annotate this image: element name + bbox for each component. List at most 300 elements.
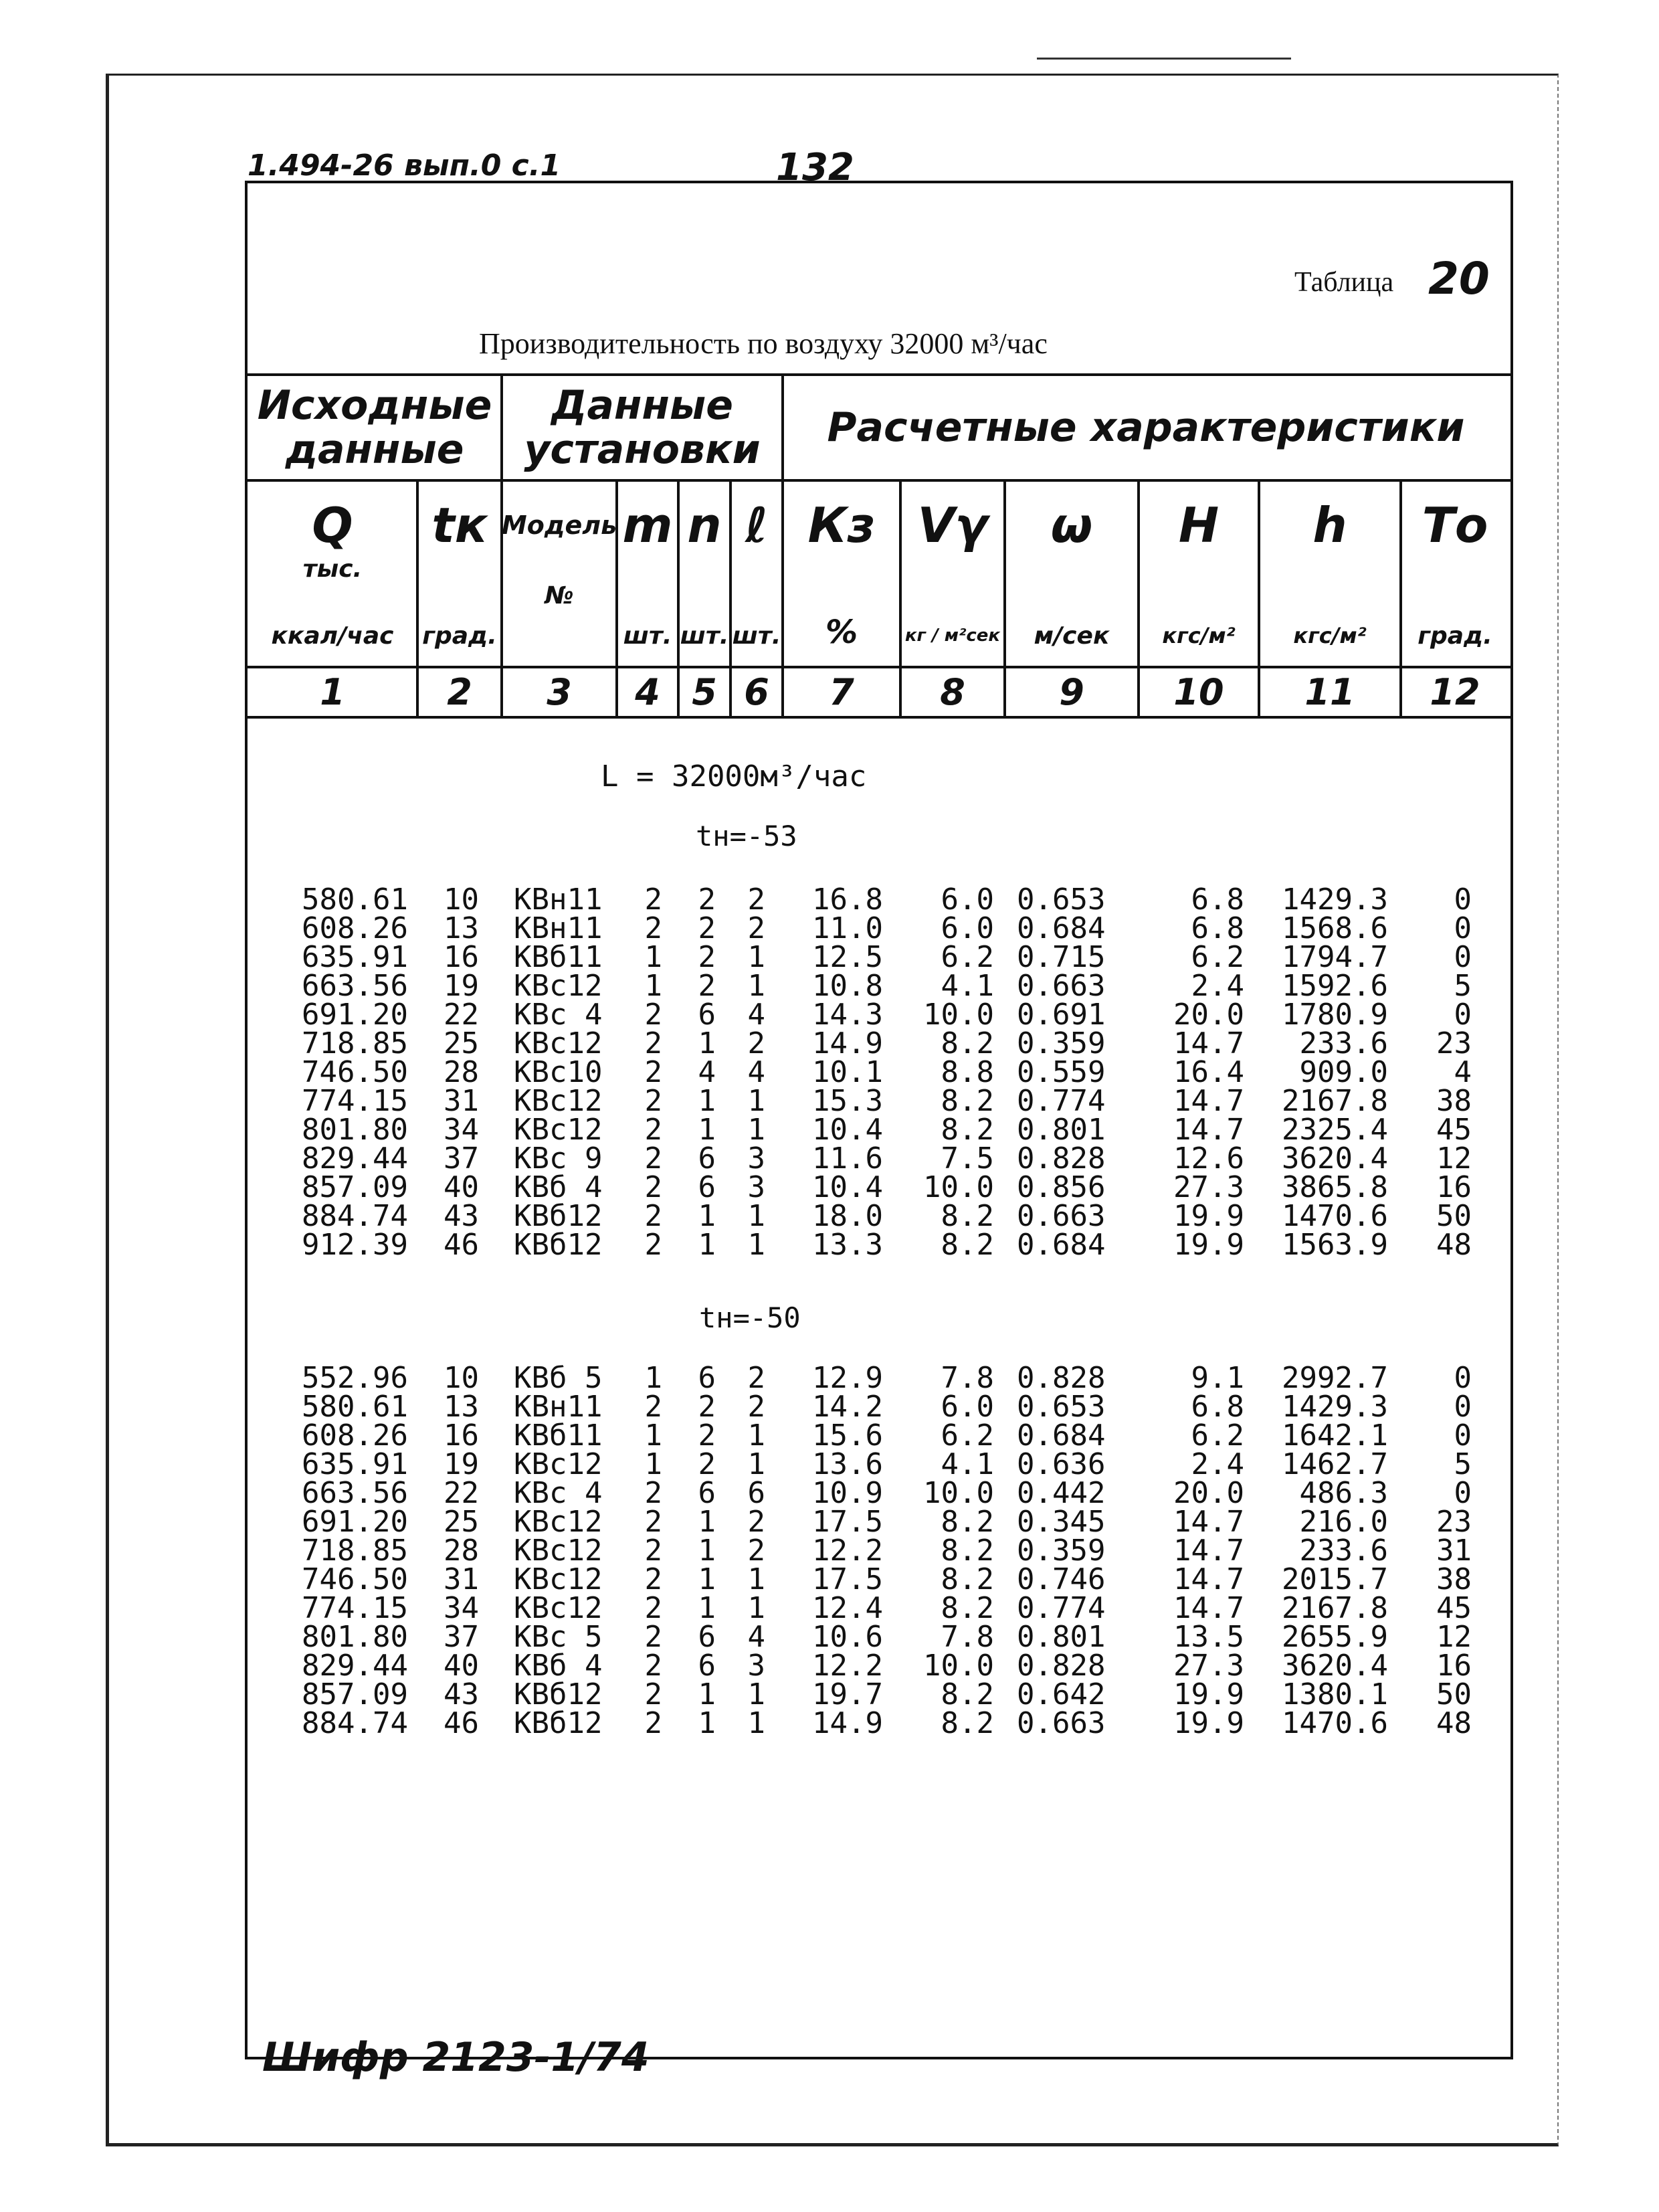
table-cell-col-6: 1 <box>747 1447 765 1481</box>
col-unit-omega: м/сек <box>1034 622 1110 650</box>
table-cell-col-4: 1 <box>644 1418 662 1453</box>
col-header-m: m <box>622 497 673 553</box>
table-cell-col-3: КВн11 <box>514 911 603 945</box>
table-cell-col-8: 6.0 <box>941 883 994 917</box>
scan-artifact-line <box>1037 58 1291 60</box>
table-cell-col-5: 2 <box>698 940 716 974</box>
table-cell-col-10: 27.3 <box>1173 1170 1244 1204</box>
table-cell-col-6: 3 <box>747 1141 765 1176</box>
table-cell-col-2: 13 <box>444 911 479 945</box>
table-cell-col-6: 1 <box>747 1418 765 1453</box>
col-unit-tk: град. <box>422 622 497 650</box>
table-cell-col-9: 0.801 <box>1017 1113 1106 1147</box>
table-cell-col-9: 0.828 <box>1017 1649 1106 1683</box>
table-cell-col-4: 2 <box>644 1055 662 1089</box>
table-cell-col-12: 0 <box>1454 1361 1472 1395</box>
table-cell-col-9: 0.653 <box>1017 1390 1106 1424</box>
table-row <box>0 911 1659 945</box>
table-cell-col-12: 12 <box>1436 1620 1472 1654</box>
table-cell-col-8: 8.2 <box>941 1706 994 1740</box>
table-cell-col-11: 909.0 <box>1299 1055 1388 1089</box>
table-cell-col-9: 0.359 <box>1017 1534 1106 1568</box>
table-cell-col-8: 6.2 <box>941 940 994 974</box>
table-cell-col-9: 0.345 <box>1017 1505 1106 1539</box>
table-label: Таблица <box>1294 267 1394 298</box>
table-cell-col-7: 12.2 <box>812 1649 883 1683</box>
col-sub-model: № <box>545 581 574 610</box>
table-cell-col-10: 12.6 <box>1173 1141 1244 1176</box>
table-cell-col-5: 1 <box>698 1677 716 1712</box>
table-cell-col-2: 43 <box>444 1677 479 1712</box>
table-cell-col-8: 4.1 <box>941 969 994 1003</box>
table-cell-col-11: 1429.3 <box>1282 883 1388 917</box>
table-cell-col-3: КВн11 <box>514 1390 603 1424</box>
table-cell-col-4: 1 <box>644 969 662 1003</box>
table-cell-col-8: 6.0 <box>941 1390 994 1424</box>
group-initial-data: Исходные данные <box>257 382 492 473</box>
table-cell-col-12: 0 <box>1454 883 1472 917</box>
table-cell-col-12: 45 <box>1436 1113 1472 1147</box>
table-cell-col-8: 7.8 <box>941 1620 994 1654</box>
table-cell-col-11: 1780.9 <box>1282 998 1388 1032</box>
table-cell-col-9: 0.691 <box>1017 998 1106 1032</box>
table-cell-col-11: 2167.8 <box>1282 1591 1388 1625</box>
table-cell-col-7: 10.8 <box>812 969 883 1003</box>
col-sub-q: тыс. <box>302 555 363 583</box>
table-cell-col-2: 19 <box>444 969 479 1003</box>
table-cell-col-4: 2 <box>644 1390 662 1424</box>
table-cell-col-6: 2 <box>747 911 765 945</box>
table-cell-col-6: 1 <box>747 1228 765 1262</box>
table-cell-col-6: 1 <box>747 969 765 1003</box>
table-cell-col-12: 16 <box>1436 1170 1472 1204</box>
table-cell-col-4: 1 <box>644 1361 662 1395</box>
table-cell-col-12: 23 <box>1436 1505 1472 1539</box>
table-cell-col-10: 14.7 <box>1173 1084 1244 1118</box>
table-row <box>0 1562 1659 1596</box>
table-cell-col-4: 2 <box>644 1228 662 1262</box>
table-cell-col-10: 6.2 <box>1191 940 1244 974</box>
table-cell-col-3: КВб11 <box>514 1418 603 1453</box>
table-cell-col-12: 16 <box>1436 1649 1472 1683</box>
table-cell-col-7: 10.1 <box>812 1055 883 1089</box>
table-cell-col-12: 5 <box>1454 1447 1472 1481</box>
table-cell-col-11: 1470.6 <box>1282 1706 1388 1740</box>
table-cell-col-1: 774.15 <box>302 1591 408 1625</box>
table-cell-col-11: 2992.7 <box>1282 1361 1388 1395</box>
col-number-11: 11 <box>1304 671 1355 713</box>
table-row <box>0 1199 1659 1233</box>
col-number-5: 5 <box>692 671 717 713</box>
table-cell-col-3: КВб 5 <box>514 1361 603 1395</box>
table-cell-col-7: 14.3 <box>812 998 883 1032</box>
table-cell-col-12: 0 <box>1454 998 1472 1032</box>
table-cell-col-11: 1462.7 <box>1282 1447 1388 1481</box>
table-cell-col-2: 34 <box>444 1591 479 1625</box>
table-cell-col-6: 2 <box>747 883 765 917</box>
table-row <box>0 1084 1659 1118</box>
table-cell-col-11: 2325.4 <box>1282 1113 1388 1147</box>
col-header-kz: Кз <box>807 497 876 553</box>
table-cell-col-6: 6 <box>747 1476 765 1510</box>
table-cell-col-6: 1 <box>747 1677 765 1712</box>
table-cell-col-11: 2655.9 <box>1282 1620 1388 1654</box>
col-unit-m: шт. <box>623 622 672 650</box>
table-cell-col-1: 663.56 <box>302 969 408 1003</box>
col-header-model: Модель <box>501 511 617 540</box>
col-number-6: 6 <box>744 671 769 713</box>
table-cell-col-6: 3 <box>747 1170 765 1204</box>
table-cell-col-3: КВс12 <box>514 969 603 1003</box>
table-cell-col-2: 16 <box>444 940 479 974</box>
table-cell-col-10: 14.7 <box>1173 1562 1244 1596</box>
table-cell-col-2: 25 <box>444 1505 479 1539</box>
table-cell-col-12: 38 <box>1436 1562 1472 1596</box>
table-cell-col-12: 50 <box>1436 1199 1472 1233</box>
col-number-4: 4 <box>635 671 660 713</box>
table-cell-col-5: 2 <box>698 1390 716 1424</box>
table-cell-col-9: 0.653 <box>1017 883 1106 917</box>
table-cell-col-3: КВс12 <box>514 1591 603 1625</box>
table-cell-col-9: 0.774 <box>1017 1591 1106 1625</box>
table-cell-col-7: 18.0 <box>812 1199 883 1233</box>
table-cell-col-1: 774.15 <box>302 1084 408 1118</box>
table-cell-col-10: 9.1 <box>1191 1361 1244 1395</box>
table-cell-col-4: 2 <box>644 1141 662 1176</box>
table-cell-col-9: 0.684 <box>1017 1418 1106 1453</box>
table-cell-col-3: КВн11 <box>514 883 603 917</box>
table-cell-col-7: 12.9 <box>812 1361 883 1395</box>
table-cell-col-4: 2 <box>644 1591 662 1625</box>
table-cell-col-5: 6 <box>698 1620 716 1654</box>
table-cell-col-9: 0.359 <box>1017 1026 1106 1061</box>
table-cell-col-4: 2 <box>644 1677 662 1712</box>
table-cell-col-8: 6.2 <box>941 1418 994 1453</box>
table-cell-col-4: 2 <box>644 1084 662 1118</box>
table-cell-col-1: 718.85 <box>302 1026 408 1061</box>
table-cell-col-10: 27.3 <box>1173 1649 1244 1683</box>
table-cell-col-2: 22 <box>444 1476 479 1510</box>
table-cell-col-3: КВб12 <box>514 1677 603 1712</box>
table-cell-col-4: 2 <box>644 1505 662 1539</box>
table-cell-col-7: 12.2 <box>812 1534 883 1568</box>
table-cell-col-11: 233.6 <box>1299 1026 1388 1061</box>
table-cell-col-12: 5 <box>1454 969 1472 1003</box>
table-cell-col-7: 10.9 <box>812 1476 883 1510</box>
table-cell-col-12: 48 <box>1436 1228 1472 1262</box>
table-cell-col-8: 8.2 <box>941 1228 994 1262</box>
table-cell-col-4: 1 <box>644 1447 662 1481</box>
table-cell-col-9: 0.636 <box>1017 1447 1106 1481</box>
table-cell-col-11: 1794.7 <box>1282 940 1388 974</box>
table-cell-col-12: 48 <box>1436 1706 1472 1740</box>
table-cell-col-12: 45 <box>1436 1591 1472 1625</box>
table-cell-col-4: 2 <box>644 1026 662 1061</box>
table-cell-col-6: 4 <box>747 1055 765 1089</box>
table-cell-col-6: 2 <box>747 1534 765 1568</box>
table-cell-col-1: 857.09 <box>302 1170 408 1204</box>
col-header-q: Q <box>312 497 353 553</box>
table-cell-col-9: 0.828 <box>1017 1361 1106 1395</box>
table-cell-col-11: 233.6 <box>1299 1534 1388 1568</box>
table-cell-col-2: 28 <box>444 1055 479 1089</box>
table-row <box>0 1170 1659 1204</box>
table-cell-col-3: КВб12 <box>514 1706 603 1740</box>
table-cell-col-4: 2 <box>644 1170 662 1204</box>
table-cell-col-10: 14.7 <box>1173 1505 1244 1539</box>
table-cell-col-3: КВб 4 <box>514 1649 603 1683</box>
table-cell-col-8: 8.2 <box>941 1534 994 1568</box>
table-cell-col-4: 2 <box>644 1562 662 1596</box>
table-cell-col-1: 718.85 <box>302 1534 408 1568</box>
table-cell-col-6: 4 <box>747 998 765 1032</box>
table-cell-col-8: 7.8 <box>941 1361 994 1395</box>
table-cell-col-6: 3 <box>747 1649 765 1683</box>
table-cell-col-10: 6.8 <box>1191 883 1244 917</box>
table-cell-col-2: 10 <box>444 883 479 917</box>
table-cell-col-1: 857.09 <box>302 1677 408 1712</box>
table-row <box>0 1141 1659 1176</box>
table-cell-col-6: 1 <box>747 1562 765 1596</box>
table-cell-col-5: 1 <box>698 1084 716 1118</box>
table-cell-col-9: 0.684 <box>1017 1228 1106 1262</box>
table-cell-col-1: 884.74 <box>302 1199 408 1233</box>
table-cell-col-5: 1 <box>698 1534 716 1568</box>
table-cell-col-6: 1 <box>747 1706 765 1740</box>
table-cell-col-2: 40 <box>444 1649 479 1683</box>
table-cell-col-2: 37 <box>444 1620 479 1654</box>
table-cell-col-1: 691.20 <box>302 1505 408 1539</box>
table-cell-col-1: 580.61 <box>302 1390 408 1424</box>
table-cell-col-3: КВс10 <box>514 1055 603 1089</box>
table-cell-col-3: КВс12 <box>514 1113 603 1147</box>
table-cell-col-4: 2 <box>644 1706 662 1740</box>
table-cell-col-3: КВб12 <box>514 1228 603 1262</box>
table-cell-col-11: 3620.4 <box>1282 1649 1388 1683</box>
col-unit-vy: кг / м²сек <box>904 626 1001 646</box>
table-cell-col-5: 4 <box>698 1055 716 1089</box>
table-cell-col-3: КВс12 <box>514 1534 603 1568</box>
group-header-rule <box>245 479 1510 482</box>
table-cell-col-6: 1 <box>747 1591 765 1625</box>
table-cell-col-9: 0.642 <box>1017 1677 1106 1712</box>
table-cell-col-7: 11.6 <box>812 1141 883 1176</box>
table-cell-col-9: 0.442 <box>1017 1476 1106 1510</box>
table-cell-col-4: 2 <box>644 911 662 945</box>
column-number-rule <box>245 716 1510 719</box>
table-cell-col-12: 0 <box>1454 1476 1472 1510</box>
table-cell-col-7: 10.6 <box>812 1620 883 1654</box>
col-header-vy: Vγ <box>917 497 988 553</box>
table-cell-col-10: 6.2 <box>1191 1418 1244 1453</box>
table-cell-col-7: 11.0 <box>812 911 883 945</box>
table-number: 20 <box>1428 253 1490 304</box>
table-cell-col-5: 1 <box>698 1562 716 1596</box>
table-cell-col-5: 1 <box>698 1228 716 1262</box>
table-row <box>0 940 1659 974</box>
table-row <box>0 998 1659 1032</box>
table-cell-col-1: 829.44 <box>302 1141 408 1176</box>
table-cell-col-6: 1 <box>747 1113 765 1147</box>
table-row <box>0 1505 1659 1539</box>
table-cell-col-10: 19.9 <box>1173 1228 1244 1262</box>
table-row <box>0 1228 1659 1262</box>
table-cell-col-10: 14.7 <box>1173 1113 1244 1147</box>
col-unit-l: шт. <box>732 622 781 650</box>
table-cell-col-6: 2 <box>747 1361 765 1395</box>
table-cell-col-8: 7.5 <box>941 1141 994 1176</box>
table-cell-col-6: 1 <box>747 1084 765 1118</box>
table-cell-col-11: 2167.8 <box>1282 1084 1388 1118</box>
table-cell-col-5: 2 <box>698 1447 716 1481</box>
table-cell-col-3: КВс12 <box>514 1447 603 1481</box>
table-cell-col-2: 22 <box>444 998 479 1032</box>
table-cell-col-7: 17.5 <box>812 1562 883 1596</box>
table-cell-col-3: КВс 9 <box>514 1141 603 1176</box>
table-cell-col-2: 31 <box>444 1562 479 1596</box>
table-cell-col-2: 37 <box>444 1141 479 1176</box>
table-cell-col-6: 4 <box>747 1620 765 1654</box>
table-cell-col-5: 6 <box>698 1361 716 1395</box>
table-row <box>0 1055 1659 1089</box>
table-cell-col-11: 1642.1 <box>1282 1418 1388 1453</box>
table-cell-col-8: 8.2 <box>941 1199 994 1233</box>
col-header-n: n <box>687 497 722 553</box>
table-cell-col-8: 8.2 <box>941 1026 994 1061</box>
col-header-to: Tо <box>1422 497 1488 553</box>
table-cell-col-12: 4 <box>1454 1055 1472 1089</box>
table-cell-col-7: 19.7 <box>812 1677 883 1712</box>
table-cell-col-7: 17.5 <box>812 1505 883 1539</box>
table-cell-col-8: 4.1 <box>941 1447 994 1481</box>
table-cell-col-11: 216.0 <box>1299 1505 1388 1539</box>
table-cell-col-1: 552.96 <box>302 1361 408 1395</box>
table-cell-col-9: 0.663 <box>1017 1706 1106 1740</box>
table-cell-col-2: 16 <box>444 1418 479 1453</box>
table-cell-col-2: 40 <box>444 1170 479 1204</box>
table-cell-col-4: 2 <box>644 1476 662 1510</box>
table-cell-col-6: 1 <box>747 940 765 974</box>
table-cell-col-5: 1 <box>698 1505 716 1539</box>
table-cell-col-2: 34 <box>444 1113 479 1147</box>
table-cell-col-12: 23 <box>1436 1026 1472 1061</box>
col-unit-h-lower: кгс/м² <box>1293 623 1367 648</box>
table-cell-col-10: 19.9 <box>1173 1706 1244 1740</box>
cipher-code: Шифр 2123-1/74 <box>262 2034 650 2081</box>
section-label-53: tн=-53 <box>696 820 797 852</box>
table-cell-col-2: 19 <box>444 1447 479 1481</box>
table-cell-col-8: 8.2 <box>941 1591 994 1625</box>
table-row <box>0 1591 1659 1625</box>
table-cell-col-12: 50 <box>1436 1677 1472 1712</box>
table-cell-col-7: 13.3 <box>812 1228 883 1262</box>
table-cell-col-2: 43 <box>444 1199 479 1233</box>
table-title: Производительность по воздуху 32000 м³/час <box>479 327 1048 360</box>
table-cell-col-10: 2.4 <box>1191 969 1244 1003</box>
table-cell-col-1: 608.26 <box>302 1418 408 1453</box>
table-cell-col-1: 912.39 <box>302 1228 408 1262</box>
table-row <box>0 1677 1659 1712</box>
table-cell-col-4: 2 <box>644 1620 662 1654</box>
table-cell-col-10: 19.9 <box>1173 1199 1244 1233</box>
document-code: 1.494-26 вып.0 с.1 <box>248 149 561 183</box>
table-cell-col-9: 0.663 <box>1017 1199 1106 1233</box>
table-cell-col-3: КВб12 <box>514 1199 603 1233</box>
table-cell-col-6: 2 <box>747 1390 765 1424</box>
table-cell-col-1: 746.50 <box>302 1562 408 1596</box>
table-cell-col-3: КВс 4 <box>514 1476 603 1510</box>
table-row <box>0 969 1659 1003</box>
table-cell-col-5: 6 <box>698 1141 716 1176</box>
table-cell-col-11: 3620.4 <box>1282 1141 1388 1176</box>
group-installation-data: Данные установки <box>524 382 761 473</box>
col-unit-q: ккал/час <box>271 622 394 650</box>
table-cell-col-5: 6 <box>698 1170 716 1204</box>
table-cell-col-9: 0.559 <box>1017 1055 1106 1089</box>
table-cell-col-6: 2 <box>747 1026 765 1061</box>
table-cell-col-9: 0.828 <box>1017 1141 1106 1176</box>
table-cell-col-6: 1 <box>747 1199 765 1233</box>
table-cell-col-1: 884.74 <box>302 1706 408 1740</box>
table-cell-col-11: 1563.9 <box>1282 1228 1388 1262</box>
table-cell-col-6: 2 <box>747 1505 765 1539</box>
table-row <box>0 1447 1659 1481</box>
table-cell-col-1: 580.61 <box>302 883 408 917</box>
col-header-tk: tк <box>431 497 488 553</box>
table-cell-col-9: 0.774 <box>1017 1084 1106 1118</box>
table-cell-col-10: 2.4 <box>1191 1447 1244 1481</box>
table-row <box>0 1706 1659 1740</box>
table-cell-col-7: 16.8 <box>812 883 883 917</box>
table-cell-col-10: 6.8 <box>1191 911 1244 945</box>
table-cell-col-5: 6 <box>698 1476 716 1510</box>
table-cell-col-1: 608.26 <box>302 911 408 945</box>
table-cell-col-8: 10.0 <box>923 1170 994 1204</box>
table-cell-col-8: 8.2 <box>941 1505 994 1539</box>
table-cell-col-9: 0.856 <box>1017 1170 1106 1204</box>
table-cell-col-10: 19.9 <box>1173 1677 1244 1712</box>
table-cell-col-4: 2 <box>644 998 662 1032</box>
table-cell-col-11: 1429.3 <box>1282 1390 1388 1424</box>
table-row <box>0 1534 1659 1568</box>
table-cell-col-3: КВс12 <box>514 1026 603 1061</box>
table-cell-col-4: 2 <box>644 1534 662 1568</box>
table-cell-col-12: 0 <box>1454 911 1472 945</box>
table-cell-col-3: КВб 4 <box>514 1170 603 1204</box>
table-row <box>0 1620 1659 1654</box>
group-calculated: Расчетные характеристики <box>827 404 1465 451</box>
table-cell-col-1: 746.50 <box>302 1055 408 1089</box>
col-header-h-upper: H <box>1178 497 1219 553</box>
table-row <box>0 1418 1659 1453</box>
col-number-2: 2 <box>447 671 472 713</box>
table-cell-col-12: 38 <box>1436 1084 1472 1118</box>
table-cell-col-3: КВс12 <box>514 1084 603 1118</box>
table-cell-col-11: 1470.6 <box>1282 1199 1388 1233</box>
table-cell-col-2: 46 <box>444 1706 479 1740</box>
table-row <box>0 1649 1659 1683</box>
table-cell-col-7: 14.9 <box>812 1026 883 1061</box>
table-cell-col-5: 6 <box>698 1649 716 1683</box>
table-row <box>0 883 1659 917</box>
table-cell-col-10: 14.7 <box>1173 1026 1244 1061</box>
table-cell-col-3: КВс12 <box>514 1562 603 1596</box>
table-cell-col-7: 10.4 <box>812 1113 883 1147</box>
col-number-7: 7 <box>829 671 854 713</box>
table-cell-col-4: 1 <box>644 940 662 974</box>
table-cell-col-1: 691.20 <box>302 998 408 1032</box>
table-cell-col-2: 31 <box>444 1084 479 1118</box>
